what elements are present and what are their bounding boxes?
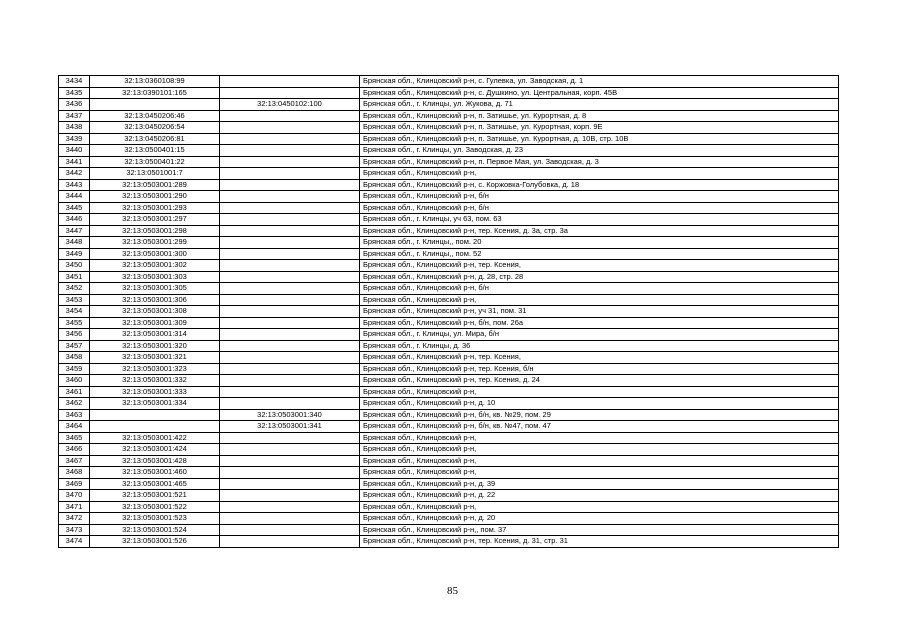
row-number-cell: 3467 [59, 455, 90, 467]
row-number-cell: 3454 [59, 306, 90, 318]
cadastral-number-alt-cell [220, 478, 360, 490]
cadastral-number-cell [90, 409, 220, 421]
table-row [59, 237, 839, 249]
table-row [59, 455, 839, 467]
property-registry-table [58, 75, 839, 548]
cadastral-number-cell: 32:13:0360108:99 [90, 76, 220, 88]
table-row [59, 87, 839, 99]
cadastral-number-alt-cell [220, 260, 360, 272]
row-number-cell: 3456 [59, 329, 90, 341]
address-cell: Брянская обл., Клинцовский р-н, тер. Ксения, д. 31, стр. 31 [360, 536, 839, 548]
cadastral-number-alt-cell [220, 375, 360, 387]
address-cell: Брянская обл., Клинцовский р-н, тер. Ксения, д. 3а, стр. 3а [360, 225, 839, 237]
cadastral-number-alt-cell [220, 145, 360, 157]
row-number-cell: 3472 [59, 513, 90, 525]
address-cell: Брянская обл., Клинцовский р-н, б/н, пом. 26а [360, 317, 839, 329]
table-row [59, 467, 839, 479]
cadastral-number-cell: 32:13:0503001:290 [90, 191, 220, 203]
row-number-cell: 3436 [59, 99, 90, 111]
row-number-cell: 3463 [59, 409, 90, 421]
address-cell: Брянская обл., Клинцовский р-н, п. Затишье, ул. Курортная, д. 8 [360, 110, 839, 122]
cadastral-number-cell: 32:13:0503001:299 [90, 237, 220, 249]
registry-table-body [59, 76, 839, 548]
table-row [59, 340, 839, 352]
row-number-cell: 3444 [59, 191, 90, 203]
cadastral-number-alt-cell [220, 306, 360, 318]
row-number-cell: 3434 [59, 76, 90, 88]
address-cell: Брянская обл., Клинцовский р-н, [360, 455, 839, 467]
cadastral-number-cell: 32:13:0503001:289 [90, 179, 220, 191]
cadastral-number-cell: 32:13:0503001:305 [90, 283, 220, 295]
address-cell: Брянская обл., Клинцовский р-н, [360, 294, 839, 306]
cadastral-number-alt-cell [220, 490, 360, 502]
table-row [59, 214, 839, 226]
table-row [59, 179, 839, 191]
cadastral-number-alt-cell [220, 363, 360, 375]
cadastral-number-cell: 32:13:0503001:428 [90, 455, 220, 467]
address-cell: Брянская обл., Клинцовский р-н, тер. Ксения, б/н [360, 363, 839, 375]
row-number-cell: 3435 [59, 87, 90, 99]
address-cell: Брянская обл., Клинцовский р-н, д. 20 [360, 513, 839, 525]
cadastral-number-alt-cell [220, 524, 360, 536]
cadastral-number-alt-cell [220, 225, 360, 237]
row-number-cell: 3468 [59, 467, 90, 479]
table-row [59, 283, 839, 295]
cadastral-number-cell [90, 99, 220, 111]
address-cell: Брянская обл., г. Клинцы, ул. Мира, б/н [360, 329, 839, 341]
row-number-cell: 3455 [59, 317, 90, 329]
row-number-cell: 3469 [59, 478, 90, 490]
cadastral-number-alt-cell [220, 501, 360, 513]
cadastral-number-alt-cell [220, 329, 360, 341]
table-row [59, 271, 839, 283]
row-number-cell: 3459 [59, 363, 90, 375]
row-number-cell: 3464 [59, 421, 90, 433]
cadastral-number-alt-cell [220, 352, 360, 364]
row-number-cell: 3445 [59, 202, 90, 214]
table-row [59, 317, 839, 329]
page-number: 85 [447, 585, 458, 597]
cadastral-number-cell: 32:13:0390101:165 [90, 87, 220, 99]
address-cell: Брянская обл., Клинцовский р-н, б/н [360, 283, 839, 295]
cadastral-number-alt-cell [220, 386, 360, 398]
cadastral-number-cell: 32:13:0503001:524 [90, 524, 220, 536]
row-number-cell: 3457 [59, 340, 90, 352]
row-number-cell: 3446 [59, 214, 90, 226]
table-row [59, 156, 839, 168]
cadastral-number-cell: 32:13:0503001:297 [90, 214, 220, 226]
address-cell: Брянская обл., г. Клинцы, д. 36 [360, 340, 839, 352]
row-number-cell: 3460 [59, 375, 90, 387]
cadastral-number-alt-cell [220, 283, 360, 295]
address-cell: Брянская обл., Клинцовский р-н, [360, 168, 839, 180]
cadastral-number-cell: 32:13:0503001:332 [90, 375, 220, 387]
address-cell: Брянская обл., Клинцовский р-н, б/н [360, 191, 839, 203]
cadastral-number-cell: 32:13:0503001:334 [90, 398, 220, 410]
table-row [59, 191, 839, 203]
cadastral-number-cell: 32:13:0503001:521 [90, 490, 220, 502]
cadastral-number-alt-cell: 32:13:0503001:340 [220, 409, 360, 421]
table-row [59, 409, 839, 421]
row-number-cell: 3443 [59, 179, 90, 191]
row-number-cell: 3461 [59, 386, 90, 398]
cadastral-number-cell: 32:13:0500401:15 [90, 145, 220, 157]
table-row [59, 329, 839, 341]
address-cell: Брянская обл., Клинцовский р-н, б/н, кв. №29, пом. 29 [360, 409, 839, 421]
table-row [59, 306, 839, 318]
address-cell: Брянская обл., Клинцовский р-н, п. Затишье, ул. Курортная, д. 10В, стр. 10В [360, 133, 839, 145]
row-number-cell: 3473 [59, 524, 90, 536]
cadastral-number-cell: 32:13:0503001:320 [90, 340, 220, 352]
cadastral-number-cell: 32:13:0503001:523 [90, 513, 220, 525]
cadastral-number-cell: 32:13:0503001:333 [90, 386, 220, 398]
cadastral-number-alt-cell [220, 214, 360, 226]
address-cell: Брянская обл., Клинцовский р-н, б/н [360, 202, 839, 214]
cadastral-number-alt-cell [220, 237, 360, 249]
table-row [59, 363, 839, 375]
cadastral-number-alt-cell [220, 536, 360, 548]
cadastral-number-cell: 32:13:0450206:46 [90, 110, 220, 122]
cadastral-number-cell: 32:13:0503001:323 [90, 363, 220, 375]
cadastral-number-alt-cell [220, 455, 360, 467]
row-number-cell: 3470 [59, 490, 90, 502]
table-row [59, 386, 839, 398]
row-number-cell: 3440 [59, 145, 90, 157]
cadastral-number-cell: 32:13:0503001:321 [90, 352, 220, 364]
table-row [59, 248, 839, 260]
cadastral-number-alt-cell [220, 133, 360, 145]
address-cell: Брянская обл., г. Клинцы, уч 63, пом. 63 [360, 214, 839, 226]
table-row [59, 524, 839, 536]
address-cell: Брянская обл., Клинцовский р-н, [360, 444, 839, 456]
address-cell: Брянская обл., г. Клинцы,, пом. 20 [360, 237, 839, 249]
row-number-cell: 3471 [59, 501, 90, 513]
table-row [59, 478, 839, 490]
address-cell: Брянская обл., Клинцовский р-н, [360, 501, 839, 513]
cadastral-number-cell: 32:13:0501001:7 [90, 168, 220, 180]
cadastral-number-cell: 32:13:0503001:302 [90, 260, 220, 272]
cadastral-number-cell [90, 421, 220, 433]
table-row [59, 145, 839, 157]
row-number-cell: 3474 [59, 536, 90, 548]
row-number-cell: 3437 [59, 110, 90, 122]
cadastral-number-alt-cell [220, 168, 360, 180]
cadastral-number-alt-cell [220, 432, 360, 444]
address-cell: Брянская обл., Клинцовский р-н, п. Затишье, ул. Курортная, корп. 9Е [360, 122, 839, 134]
row-number-cell: 3458 [59, 352, 90, 364]
cadastral-number-alt-cell [220, 513, 360, 525]
row-number-cell: 3452 [59, 283, 90, 295]
table-row [59, 398, 839, 410]
table-row [59, 294, 839, 306]
cadastral-number-alt-cell [220, 87, 360, 99]
cadastral-number-cell: 32:13:0503001:422 [90, 432, 220, 444]
address-cell: Брянская обл., Клинцовский р-н, д. 22 [360, 490, 839, 502]
row-number-cell: 3448 [59, 237, 90, 249]
address-cell: Брянская обл., Клинцовский р-н, д. 39 [360, 478, 839, 490]
cadastral-number-cell: 32:13:0503001:306 [90, 294, 220, 306]
table-row [59, 225, 839, 237]
cadastral-number-alt-cell: 32:13:0450102:100 [220, 99, 360, 111]
cadastral-number-alt-cell [220, 317, 360, 329]
table-row [59, 432, 839, 444]
address-cell: Брянская обл., Клинцовский р-н, д. 10 [360, 398, 839, 410]
cadastral-number-alt-cell [220, 444, 360, 456]
cadastral-number-alt-cell [220, 398, 360, 410]
cadastral-number-alt-cell: 32:13:0503001:341 [220, 421, 360, 433]
address-cell: Брянская обл., Клинцовский р-н, тер. Ксения, д. 24 [360, 375, 839, 387]
cadastral-number-alt-cell [220, 110, 360, 122]
table-row [59, 202, 839, 214]
table-row [59, 110, 839, 122]
table-row [59, 122, 839, 134]
address-cell: Брянская обл., г. Клинцы, ул. Жукова, д. 71 [360, 99, 839, 111]
address-cell: Брянская обл., г. Клинцы, ул. Заводская, д. 23 [360, 145, 839, 157]
cadastral-number-alt-cell [220, 122, 360, 134]
row-number-cell: 3451 [59, 271, 90, 283]
table-row [59, 168, 839, 180]
table-row [59, 421, 839, 433]
cadastral-number-cell: 32:13:0503001:298 [90, 225, 220, 237]
address-cell: Брянская обл., Клинцовский р-н, уч 31, пом. 31 [360, 306, 839, 318]
cadastral-number-alt-cell [220, 340, 360, 352]
cadastral-number-cell: 32:13:0503001:465 [90, 478, 220, 490]
row-number-cell: 3450 [59, 260, 90, 272]
cadastral-number-cell: 32:13:0503001:424 [90, 444, 220, 456]
address-cell: Брянская обл., Клинцовский р-н, б/н, кв. №47, пом. 47 [360, 421, 839, 433]
cadastral-number-cell: 32:13:0503001:309 [90, 317, 220, 329]
row-number-cell: 3465 [59, 432, 90, 444]
cadastral-number-alt-cell [220, 202, 360, 214]
table-row [59, 501, 839, 513]
cadastral-number-cell: 32:13:0503001:522 [90, 501, 220, 513]
row-number-cell: 3441 [59, 156, 90, 168]
cadastral-number-cell: 32:13:0503001:308 [90, 306, 220, 318]
cadastral-number-cell: 32:13:0503001:303 [90, 271, 220, 283]
row-number-cell: 3439 [59, 133, 90, 145]
cadastral-number-cell: 32:13:0503001:314 [90, 329, 220, 341]
cadastral-number-alt-cell [220, 467, 360, 479]
table-row [59, 375, 839, 387]
cadastral-number-cell: 32:13:0450206:81 [90, 133, 220, 145]
address-cell: Брянская обл., Клинцовский р-н,, пом. 37 [360, 524, 839, 536]
cadastral-number-cell: 32:13:0503001:300 [90, 248, 220, 260]
cadastral-number-alt-cell [220, 76, 360, 88]
address-cell: Брянская обл., г. Клинцы,, пом. 52 [360, 248, 839, 260]
address-cell: Брянская обл., Клинцовский р-н, д. 28, стр. 28 [360, 271, 839, 283]
table-row [59, 352, 839, 364]
row-number-cell: 3447 [59, 225, 90, 237]
cadastral-number-cell: 32:13:0503001:526 [90, 536, 220, 548]
address-cell: Брянская обл., Клинцовский р-н, тер. Ксения, [360, 260, 839, 272]
address-cell: Брянская обл., Клинцовский р-н, [360, 467, 839, 479]
table-row [59, 76, 839, 88]
address-cell: Брянская обл., Клинцовский р-н, [360, 432, 839, 444]
table-row [59, 536, 839, 548]
row-number-cell: 3449 [59, 248, 90, 260]
address-cell: Брянская обл., Клинцовский р-н, тер. Ксения, [360, 352, 839, 364]
row-number-cell: 3442 [59, 168, 90, 180]
cadastral-number-alt-cell [220, 248, 360, 260]
row-number-cell: 3462 [59, 398, 90, 410]
address-cell: Брянская обл., Клинцовский р-н, с. Гулевка, ул. Заводская, д. 1 [360, 76, 839, 88]
row-number-cell: 3453 [59, 294, 90, 306]
table-row [59, 444, 839, 456]
cadastral-number-alt-cell [220, 294, 360, 306]
cadastral-number-cell: 32:13:0503001:293 [90, 202, 220, 214]
cadastral-number-cell: 32:13:0450206:54 [90, 122, 220, 134]
table-row [59, 513, 839, 525]
cadastral-number-alt-cell [220, 191, 360, 203]
cadastral-number-cell: 32:13:0500401:22 [90, 156, 220, 168]
table-row [59, 133, 839, 145]
cadastral-number-alt-cell [220, 156, 360, 168]
cadastral-number-cell: 32:13:0503001:460 [90, 467, 220, 479]
address-cell: Брянская обл., Клинцовский р-н, п. Первое Мая, ул. Заводская, д. 3 [360, 156, 839, 168]
address-cell: Брянская обл., Клинцовский р-н, [360, 386, 839, 398]
cadastral-number-alt-cell [220, 271, 360, 283]
address-cell: Брянская обл., Клинцовский р-н, с. Душкино, ул. Центральная, корп. 45В [360, 87, 839, 99]
address-cell: Брянская обл., Клинцовский р-н, с. Коржовка-Голубовка, д. 18 [360, 179, 839, 191]
row-number-cell: 3466 [59, 444, 90, 456]
cadastral-number-alt-cell [220, 179, 360, 191]
table-row [59, 99, 839, 111]
row-number-cell: 3438 [59, 122, 90, 134]
table-row [59, 260, 839, 272]
table-row [59, 490, 839, 502]
